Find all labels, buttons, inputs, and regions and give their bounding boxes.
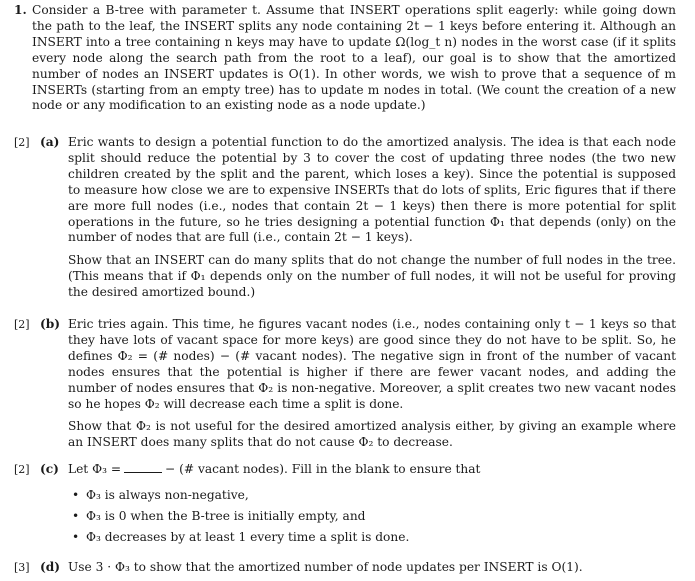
part-b — [14, 317, 676, 451]
part-a-task: Show that an INSERT can do many splits that do not change the number of full nodes in the tree. (This means that if Φ₁ depends only on the number of full nodes, it will not be useful for proving the desired amortized bound.) — [68, 253, 676, 300]
list-item: • Φ₃ decreases by at least 1 every time a split is done. — [72, 529, 410, 544]
part-a — [14, 135, 676, 301]
bullet-icon: • — [72, 487, 80, 502]
part-c-conditions — [68, 488, 676, 546]
part-c-label: (c) — [40, 462, 59, 476]
part-a-label: (a) — [40, 135, 60, 149]
part-d-points: [3] — [14, 561, 30, 574]
part-a-text: Eric wants to design a potential function to do the amortized analysis. The idea is that each node split should reduce the potential by 3 to cover the cost of updating three nodes (the two new children created by the split and the parent, which loses a key). Since the potential is supposed to measure how close we are to expensive INSERTs that do lots of splits, Eric figures that if there are more full nodes (i.e., nodes that contain 2t − 1 keys) then there is more potential for split operations in the future, so he tries designing a potential function Φ₁ that depends (only) on the number of nodes that are full (i.e., contain 2t − 1 keys). — [68, 135, 676, 245]
problem-intro: Consider a B-tree with parameter t. Assume that INSERT operations split eagerly: while going down the path to the leaf, the INSERT splits any node containing 2t − 1 keys before entering it. Although an INSERT into a tree containing n keys may have to update Ω(log_t n) nodes in the worst case (if it splits every node along the search path from the root to a leaf), our goal is to show that the amortized number of nodes an INSERT updates is O(1). In other words, we wish to prove that a sequence of m INSERTs (starting from an empty tree) has to update m nodes in total. (We count the creation of a new node or any modification to an existing node as a node update.) — [32, 3, 676, 113]
part-c-prefix: Let Φ₃ = — [68, 462, 122, 476]
list-item: • Φ₃ is always non-negative, — [72, 487, 249, 502]
part-c-suffix: − (# vacant nodes). Fill in the blank to ensure that — [165, 462, 481, 476]
problem-number: 1. — [14, 3, 27, 17]
bullet-icon: • — [72, 529, 80, 544]
part-d-text: Use 3 · Φ₃ to show that the amortized number of node updates per INSERT is O(1). — [68, 560, 583, 574]
part-a-points: [2] — [14, 136, 30, 149]
part-d-label: (d) — [40, 560, 61, 574]
part-b-points: [2] — [14, 318, 30, 331]
part-b-label: (b) — [40, 317, 61, 331]
bullet-icon: • — [72, 508, 80, 523]
part-c-points: [2] — [14, 463, 30, 476]
list-item: • Φ₃ is 0 when the B-tree is initially empty, and — [72, 508, 366, 523]
problem-statement — [14, 3, 676, 114]
part-c — [14, 462, 676, 551]
part-b-text: Eric tries again. This time, he figures vacant nodes (i.e., nodes containing only t − 1 keys so that they have lots of vacant space for more keys) are good since they do not have to be split. So, he defines Φ₂ = (# nodes) − (# vacant nodes). The negative sign in front of the number of vacant nodes ensures that the potential is higher if there are fewer vacant nodes, and adding the number of nodes ensures that Φ₂ is non-negative. Moreover, a split creates two new vacant nodes so he hopes Φ₂ will decrease each time a split is done. — [68, 317, 676, 411]
part-b-task: Show that Φ₂ is not useful for the desired amortized analysis either, by giving an example where an INSERT does many splits that do not cause Φ₂ to decrease. — [68, 419, 676, 450]
fill-in-blank — [124, 462, 162, 473]
part-d — [14, 560, 676, 576]
